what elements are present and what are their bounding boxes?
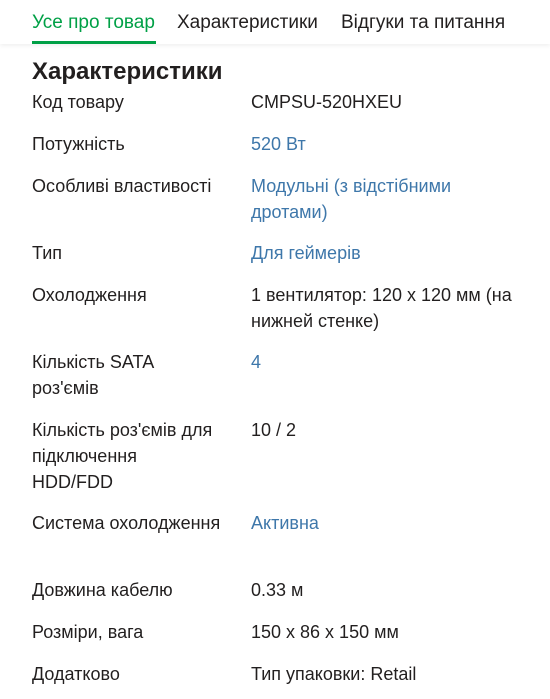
spec-value: Тип упаковки: Retail	[251, 664, 417, 684]
active-tab-indicator	[32, 41, 156, 44]
spec-value-link[interactable]: Модульні (з відстібними дротами)	[251, 176, 452, 222]
spec-label: Потужність	[32, 134, 125, 154]
spec-label: Особливі властивості	[32, 176, 212, 196]
product-tabs	[0, 0, 550, 44]
tab-characteristics[interactable]: Характеристики	[177, 12, 318, 33]
spec-value-link[interactable]: Активна	[251, 513, 319, 533]
spec-label: Додатково	[32, 664, 120, 684]
spec-value-link[interactable]: 4	[251, 352, 262, 372]
spec-value-link[interactable]: 520 Вт	[251, 134, 306, 154]
spec-label: Тип	[32, 243, 63, 263]
spec-label: Розміри, вага	[32, 622, 144, 642]
spec-label: Охолодження	[32, 285, 147, 305]
spec-value: 10 / 2	[251, 420, 297, 440]
spec-label: Довжина кабелю	[32, 580, 173, 600]
tab-reviews-and-questions[interactable]: Відгуки та питання	[341, 12, 506, 33]
spec-value: 150 x 86 x 150 мм	[251, 622, 399, 642]
spec-label: Код товару	[32, 92, 124, 112]
spec-value: CMPSU-520HXEU	[251, 92, 403, 112]
spec-value: 0.33 м	[251, 580, 304, 600]
spec-label: Система охолодження	[32, 513, 221, 533]
spec-label: Кількість SATA роз'ємів	[32, 352, 154, 398]
section-title: Характеристики	[32, 57, 223, 85]
spec-label: Кількість роз'ємів для підключення HDD/FDD	[32, 420, 213, 492]
tab-all-about-product[interactable]: Усе про товар	[32, 12, 155, 33]
spec-value-link[interactable]: Для геймерів	[251, 243, 361, 263]
spec-value: 1 вентилятор: 120 х 120 мм (на нижней стенке)	[251, 285, 512, 331]
